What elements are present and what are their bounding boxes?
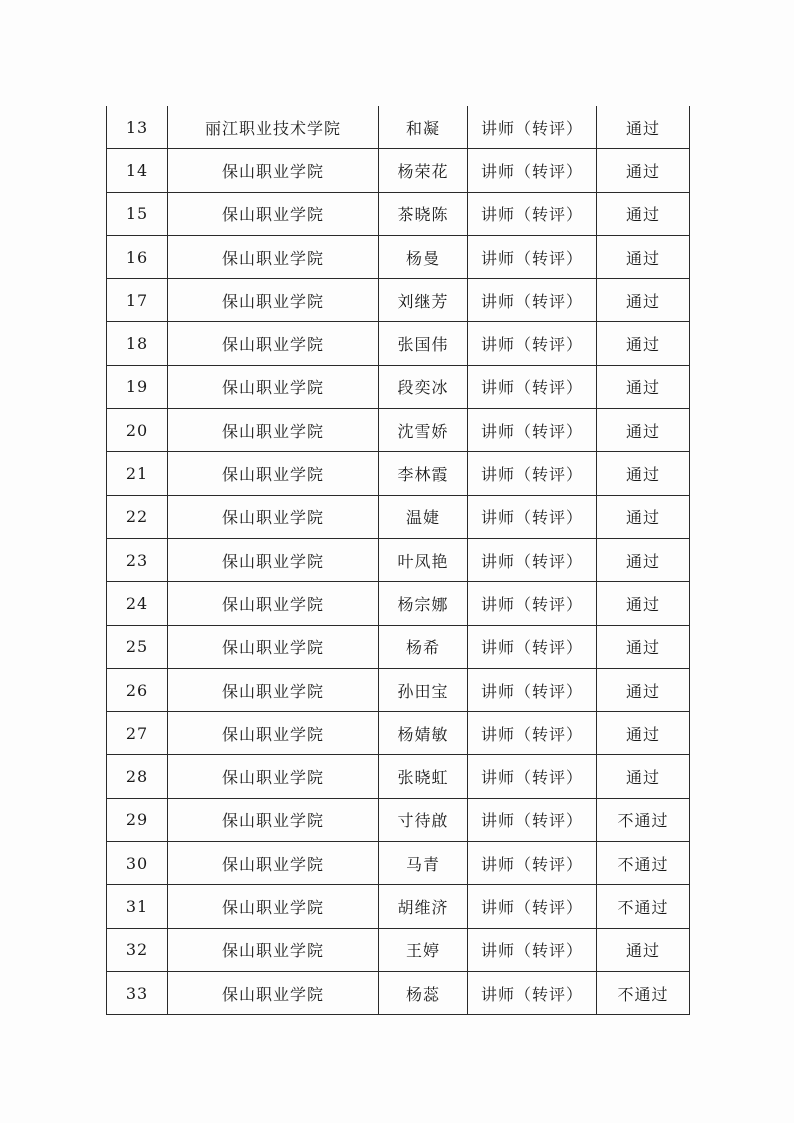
table-row: [107, 582, 690, 625]
table-row: [107, 279, 690, 322]
title-cell: 讲师（转评）: [468, 712, 597, 755]
school-cell: 保山职业学院: [168, 971, 379, 1014]
school-cell: 保山职业学院: [168, 842, 379, 885]
table-row: [107, 971, 690, 1014]
table-row: [107, 452, 690, 495]
table-row: [107, 885, 690, 928]
row-number-cell: 13: [107, 106, 168, 149]
result-cell: 不通过: [597, 971, 690, 1014]
person-name-cell: 马青: [379, 842, 468, 885]
title-cell: 讲师（转评）: [468, 235, 597, 278]
school-cell: 保山职业学院: [168, 582, 379, 625]
title-cell: 讲师（转评）: [468, 798, 597, 841]
result-cell: 通过: [597, 322, 690, 365]
table-row: [107, 365, 690, 408]
school-cell: 保山职业学院: [168, 668, 379, 711]
school-cell: 保山职业学院: [168, 885, 379, 928]
person-name-cell: 杨蕊: [379, 971, 468, 1014]
person-name-cell: 王婷: [379, 928, 468, 971]
title-cell: 讲师（转评）: [468, 928, 597, 971]
person-name-cell: 杨宗娜: [379, 582, 468, 625]
table-row: [107, 625, 690, 668]
result-cell: 不通过: [597, 885, 690, 928]
person-name-cell: 和凝: [379, 106, 468, 149]
row-number-cell: 27: [107, 712, 168, 755]
table-row: [107, 668, 690, 711]
title-cell: 讲师（转评）: [468, 668, 597, 711]
person-name-cell: 杨荣花: [379, 149, 468, 192]
school-cell: 保山职业学院: [168, 322, 379, 365]
person-name-cell: 杨曼: [379, 235, 468, 278]
row-number-cell: 31: [107, 885, 168, 928]
row-number-cell: 19: [107, 365, 168, 408]
school-cell: 保山职业学院: [168, 409, 379, 452]
school-cell: 保山职业学院: [168, 452, 379, 495]
result-cell: 通过: [597, 755, 690, 798]
result-cell: 通过: [597, 582, 690, 625]
result-cell: 通过: [597, 538, 690, 581]
school-cell: 保山职业学院: [168, 192, 379, 235]
result-cell: 不通过: [597, 842, 690, 885]
person-name-cell: 张国伟: [379, 322, 468, 365]
school-cell: 保山职业学院: [168, 495, 379, 538]
table-row: [107, 409, 690, 452]
title-cell: 讲师（转评）: [468, 192, 597, 235]
table-row: [107, 928, 690, 971]
title-cell: 讲师（转评）: [468, 625, 597, 668]
person-name-cell: 胡维济: [379, 885, 468, 928]
person-name-cell: 沈雪娇: [379, 409, 468, 452]
person-name-cell: 段奕冰: [379, 365, 468, 408]
table-row: [107, 106, 690, 149]
row-number-cell: 30: [107, 842, 168, 885]
title-cell: 讲师（转评）: [468, 971, 597, 1014]
row-number-cell: 32: [107, 928, 168, 971]
result-cell: 通过: [597, 668, 690, 711]
school-cell: 保山职业学院: [168, 928, 379, 971]
results-table-body: [107, 106, 690, 1015]
title-cell: 讲师（转评）: [468, 365, 597, 408]
row-number-cell: 24: [107, 582, 168, 625]
row-number-cell: 22: [107, 495, 168, 538]
row-number-cell: 20: [107, 409, 168, 452]
table-row: [107, 495, 690, 538]
result-cell: 通过: [597, 235, 690, 278]
person-name-cell: 叶凤艳: [379, 538, 468, 581]
school-cell: 保山职业学院: [168, 625, 379, 668]
table-row: [107, 538, 690, 581]
school-cell: 保山职业学院: [168, 755, 379, 798]
school-cell: 保山职业学院: [168, 235, 379, 278]
title-cell: 讲师（转评）: [468, 322, 597, 365]
row-number-cell: 28: [107, 755, 168, 798]
person-name-cell: 张晓虹: [379, 755, 468, 798]
row-number-cell: 15: [107, 192, 168, 235]
result-cell: 通过: [597, 625, 690, 668]
result-cell: 不通过: [597, 798, 690, 841]
school-cell: 保山职业学院: [168, 279, 379, 322]
title-cell: 讲师（转评）: [468, 409, 597, 452]
person-name-cell: 杨婧敏: [379, 712, 468, 755]
row-number-cell: 17: [107, 279, 168, 322]
row-number-cell: 14: [107, 149, 168, 192]
results-table: [106, 106, 690, 1015]
person-name-cell: 温婕: [379, 495, 468, 538]
school-cell: 丽江职业技术学院: [168, 106, 379, 149]
result-cell: 通过: [597, 495, 690, 538]
result-cell: 通过: [597, 279, 690, 322]
school-cell: 保山职业学院: [168, 149, 379, 192]
title-cell: 讲师（转评）: [468, 538, 597, 581]
title-cell: 讲师（转评）: [468, 842, 597, 885]
person-name-cell: 李林霞: [379, 452, 468, 495]
school-cell: 保山职业学院: [168, 712, 379, 755]
row-number-cell: 21: [107, 452, 168, 495]
person-name-cell: 寸待啟: [379, 798, 468, 841]
person-name-cell: 杨希: [379, 625, 468, 668]
title-cell: 讲师（转评）: [468, 452, 597, 495]
person-name-cell: 孙田宝: [379, 668, 468, 711]
row-number-cell: 33: [107, 971, 168, 1014]
row-number-cell: 23: [107, 538, 168, 581]
table-row: [107, 192, 690, 235]
row-number-cell: 18: [107, 322, 168, 365]
school-cell: 保山职业学院: [168, 538, 379, 581]
title-cell: 讲师（转评）: [468, 495, 597, 538]
table-row: [107, 712, 690, 755]
result-cell: 通过: [597, 106, 690, 149]
row-number-cell: 29: [107, 798, 168, 841]
result-cell: 通过: [597, 192, 690, 235]
school-cell: 保山职业学院: [168, 798, 379, 841]
title-cell: 讲师（转评）: [468, 279, 597, 322]
table-row: [107, 149, 690, 192]
result-cell: 通过: [597, 409, 690, 452]
title-cell: 讲师（转评）: [468, 582, 597, 625]
row-number-cell: 25: [107, 625, 168, 668]
result-cell: 通过: [597, 365, 690, 408]
table-row: [107, 798, 690, 841]
school-cell: 保山职业学院: [168, 365, 379, 408]
table-row: [107, 842, 690, 885]
result-cell: 通过: [597, 452, 690, 495]
table-row: [107, 322, 690, 365]
title-cell: 讲师（转评）: [468, 149, 597, 192]
title-cell: 讲师（转评）: [468, 106, 597, 149]
result-cell: 通过: [597, 712, 690, 755]
result-cell: 通过: [597, 149, 690, 192]
result-cell: 通过: [597, 928, 690, 971]
person-name-cell: 茶晓陈: [379, 192, 468, 235]
row-number-cell: 26: [107, 668, 168, 711]
title-cell: 讲师（转评）: [468, 755, 597, 798]
table-row: [107, 755, 690, 798]
person-name-cell: 刘继芳: [379, 279, 468, 322]
table-row: [107, 235, 690, 278]
row-number-cell: 16: [107, 235, 168, 278]
title-cell: 讲师（转评）: [468, 885, 597, 928]
